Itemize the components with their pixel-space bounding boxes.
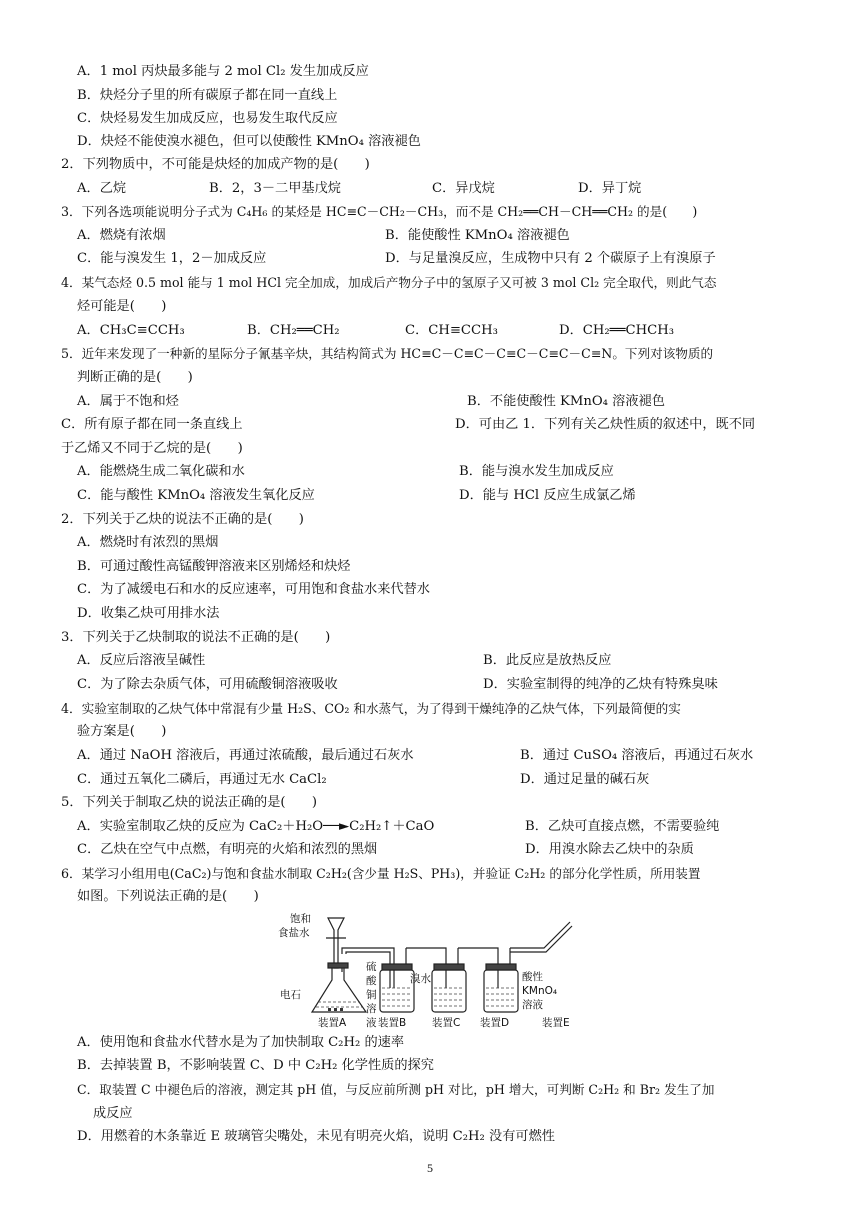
s4-option-b: B．通过 CuSO₄ 溶液后，再通过石灰水	[520, 748, 754, 763]
q3-option-c: C．能与溴发生 1，2－加成反应	[77, 251, 267, 266]
label-device-a: 装置A	[318, 1017, 347, 1029]
s5-option-a: A．实验室制取乙炔的反应为 CaC₂＋H₂O──►C₂H₂↑＋CaO	[77, 819, 435, 834]
s2-option-a: A．燃烧时有浓烈的黑烟	[77, 535, 219, 550]
q4-option-a: A．CH₃C≡CCH₃	[77, 323, 185, 338]
q2-option-a: A．乙烷	[77, 181, 127, 196]
label-b3: 铜	[366, 989, 377, 1001]
q3-option-b: B．能使酸性 KMnO₄ 溶液褪色	[385, 228, 570, 243]
s5-option-c: C．乙炔在空气中点燃，有明亮的火焰和浓烈的黑烟	[77, 842, 378, 857]
label-device-c: 装置C	[432, 1017, 461, 1029]
q3-stem: 3．下列各选项能说明分子式为 C₄H₆ 的某烃是 HC≡C－CH₂－CH₃，而不是 CH₂══CH－CH══CH₂ 的是( )	[61, 204, 698, 219]
q2-stem: 2．下列物质中，不可能是炔烃的加成产物的是( )	[61, 157, 370, 172]
label-saturated: 饱和	[290, 913, 311, 925]
q5-stem-cont: 判断正确的是( )	[77, 370, 193, 385]
q4-option-b: B．CH₂══CH₂	[247, 323, 340, 338]
s3-option-d: D．实验室制得的纯净的乙炔有特殊臭味	[483, 677, 718, 692]
label-b1: 硫	[366, 961, 377, 973]
s1-option-d: D．能与 HCl 反应生成氯乙烯	[459, 488, 636, 503]
label-solution: 溶液	[522, 999, 543, 1011]
s6-stem: 6．某学习小组用电(CaC₂)与饱和食盐水制取 C₂H₂(含少量 H₂S、PH₃)，并验证 C₂H₂ 的部分化学性质，所用装置	[61, 866, 701, 881]
s4-stem: 4．实验室制取的乙炔气体中常混有少量 H₂S、CO₂ 和水蒸气，为了得到干燥纯净的乙炔气体，下列最简便的实	[61, 701, 681, 716]
q5-option-c: C．所有原子都在同一条直线上	[61, 417, 243, 432]
q2-option-b: B．2，3－二甲基戊烷	[209, 181, 341, 196]
q4-stem: 4．某气态烃 0.5 mol 能与 1 mol HCl 完全加成，加成后产物分子中的氢原子又可被 3 mol Cl₂ 完全取代，则此气态	[61, 275, 717, 290]
label-brine: 食盐水	[278, 927, 310, 939]
s2-option-b: B．可通过酸性高锰酸钾溶液来区别烯烃和炔烃	[77, 559, 351, 574]
label-b4: 溶	[366, 1003, 377, 1015]
q4-option-c: C．CH≡CCH₃	[405, 323, 498, 338]
s1-stem-cont: 于乙烯又不同于乙烷的是( )	[61, 441, 243, 456]
s6-option-c-cont: 成反应	[93, 1106, 133, 1121]
q5-stem: 5．近年来发现了一种新的星际分子氰基辛炔，其结构简式为 HC≡C－C≡C－C≡C－C≡C－C≡N。下列对该物质的	[61, 346, 714, 361]
label-b5: 液	[366, 1017, 377, 1029]
q5-option-d-merged: D．可由乙 1．下列有关乙炔性质的叙述中，既不同	[455, 417, 756, 432]
s2-option-d: D．收集乙炔可用排水法	[77, 606, 220, 621]
s5-option-d: D．用溴水除去乙炔中的杂质	[525, 842, 694, 857]
s1-option-a: A．能燃烧生成二氧化碳和水	[77, 464, 245, 479]
s5-option-b: B．乙炔可直接点燃，不需要验纯	[525, 819, 720, 834]
s4-option-a: A．通过 NaOH 溶液后，再通过浓硫酸，最后通过石灰水	[77, 748, 414, 763]
q0-option-a: A．1 mol 丙炔最多能与 2 mol Cl₂ 发生加成反应	[77, 64, 369, 79]
s1-option-c: C．能与酸性 KMnO₄ 溶液发生氧化反应	[77, 488, 315, 503]
label-acidic: 酸性	[522, 971, 543, 983]
label-b2: 酸	[366, 975, 377, 987]
s6-option-a: A．使用饱和食盐水代替水是为了加快制取 C₂H₂ 的速率	[77, 1035, 405, 1050]
label-device-b: 装置B	[378, 1017, 407, 1029]
q4-stem-cont: 烃可能是( )	[77, 299, 167, 314]
q0-option-d: D．炔烃不能使溴水褪色，但可以使酸性 KMnO₄ 溶液褪色	[77, 134, 421, 149]
q2-option-d: D．异丁烷	[578, 181, 642, 196]
q0-option-b: B．炔烃分子里的所有碳原子都在同一直线上	[77, 88, 338, 103]
s6-option-d: D．用燃着的木条靠近 E 玻璃管尖嘴处，未见有明亮火焰，说明 C₂H₂ 没有可燃性	[77, 1129, 555, 1144]
page-number: 5	[427, 1161, 433, 1175]
label-kmno4: KMnO₄	[522, 985, 558, 997]
s6-stem-cont: 如图。下列说法正确的是( )	[77, 889, 259, 904]
s3-stem: 3．下列关于乙炔制取的说法不正确的是( )	[61, 630, 331, 645]
apparatus-figure	[270, 908, 590, 1030]
label-calcium-carbide: 电石	[280, 989, 301, 1001]
s4-option-c: C．通过五氧化二磷后，再通过无水 CaCl₂	[77, 772, 327, 787]
s3-option-a: A．反应后溶液呈碱性	[77, 653, 206, 668]
label-device-d: 装置D	[480, 1017, 510, 1029]
s6-option-c: C．取装置 C 中褪色后的溶液，测定其 pH 值，与反应前所测 pH 对比，pH 增大，可判断 C₂H₂ 和 Br₂ 发生了加	[77, 1082, 715, 1097]
s2-option-c: C．为了减缓电石和水的反应速率，可用饱和食盐水来代替水	[77, 582, 430, 597]
s4-option-d: D．通过足量的碱石灰	[520, 772, 650, 787]
s3-option-b: B．此反应是放热反应	[483, 653, 612, 668]
s6-option-b: B．去掉装置 B，不影响装置 C、D 中 C₂H₂ 化学性质的探究	[77, 1058, 434, 1073]
s3-option-c: C．为了除去杂质气体，可用硫酸铜溶液吸收	[77, 677, 338, 692]
q5-option-b: B．不能使酸性 KMnO₄ 溶液褪色	[467, 394, 665, 409]
label-bromine-water: 溴水	[410, 973, 431, 985]
s1-option-b: B．能与溴水发生加成反应	[459, 464, 614, 479]
q3-option-d: D．与足量溴反应，生成物中只有 2 个碳原子上有溴原子	[385, 251, 716, 266]
q0-option-c: C．炔烃易发生加成反应，也易发生取代反应	[77, 111, 338, 126]
q2-option-c: C．异戊烷	[432, 181, 495, 196]
s5-stem: 5．下列关于制取乙炔的说法正确的是( )	[61, 795, 318, 810]
q4-option-d: D．CH₂══CHCH₃	[559, 323, 674, 338]
q3-option-a: A．燃烧有浓烟	[77, 228, 166, 243]
s2-stem: 2．下列关于乙炔的说法不正确的是( )	[61, 512, 304, 527]
label-device-e: 装置E	[542, 1017, 570, 1029]
s4-stem-cont: 验方案是( )	[77, 724, 167, 739]
q5-option-a: A．属于不饱和烃	[77, 394, 179, 409]
